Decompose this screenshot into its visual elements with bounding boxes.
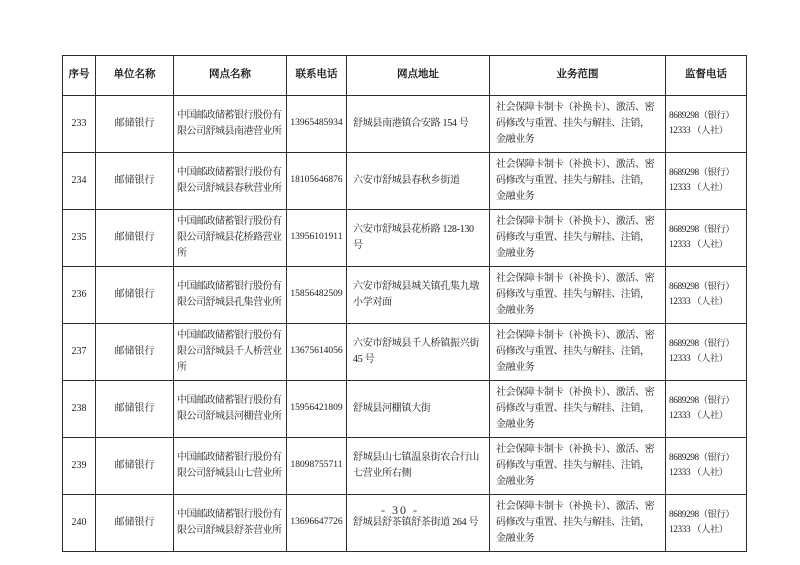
cell-supervision-phone xyxy=(666,153,747,210)
cell-serial-number: 235 xyxy=(63,210,96,267)
cell-serial-number: 237 xyxy=(63,324,96,381)
supervision-social-line: 12333 （人社） xyxy=(669,354,728,364)
cell-unit-name: 邮储银行 xyxy=(96,438,174,495)
cell-business-scope: 社会保障卡制卡（补换卡）、激活、密码修改与重置、挂失与解挂、注销，金融业务 xyxy=(490,267,666,324)
table-row xyxy=(63,381,747,438)
table-row xyxy=(63,267,747,324)
cell-serial-number: 238 xyxy=(63,381,96,438)
cell-contact-phone: 13965485934 xyxy=(287,96,347,153)
table-row xyxy=(63,438,747,495)
col-header-phone: 联系电话 xyxy=(287,56,347,96)
cell-unit-name: 邮储银行 xyxy=(96,96,174,153)
cell-branch-name: 中国邮政储蓄银行股份有限公司舒城县春秋营业所 xyxy=(174,153,287,210)
col-header-address: 网点地址 xyxy=(347,56,490,96)
cell-branch-name: 中国邮政储蓄银行股份有限公司舒城县山七营业所 xyxy=(174,438,287,495)
col-header-supervision: 监督电话 xyxy=(666,56,747,96)
cell-branch-name: 中国邮政储蓄银行股份有限公司舒城县孔集营业所 xyxy=(174,267,287,324)
cell-branch-name: 中国邮政储蓄银行股份有限公司舒城县河棚营业所 xyxy=(174,381,287,438)
supervision-bank-line: 8689298（银行） xyxy=(669,168,735,179)
col-header-unit: 单位名称 xyxy=(96,56,174,96)
cell-contact-phone: 13956101911 xyxy=(287,210,347,267)
cell-serial-number: 234 xyxy=(63,153,96,210)
cell-supervision-phone xyxy=(666,381,747,438)
supervision-social-line: 12333 （人社） xyxy=(669,525,728,535)
col-header-no: 序号 xyxy=(63,56,96,96)
cell-branch-address: 舒城县河棚镇大街 xyxy=(347,381,490,438)
cell-serial-number: 239 xyxy=(63,438,96,495)
cell-unit-name: 邮储银行 xyxy=(96,324,174,381)
supervision-bank-line: 8689298（银行） xyxy=(669,396,735,407)
supervision-bank-line: 8689298（银行） xyxy=(669,282,735,293)
cell-branch-address: 舒城县舒茶镇舒茶街道 264 号 xyxy=(347,495,490,552)
cell-serial-number: 233 xyxy=(63,96,96,153)
cell-business-scope: 社会保障卡制卡（补换卡）、激活、密码修改与重置、挂失与解挂、注销，金融业务 xyxy=(490,210,666,267)
table-row xyxy=(63,96,747,153)
supervision-social-line: 12333 （人社） xyxy=(669,240,728,250)
col-header-scope: 业务范围 xyxy=(490,56,666,96)
cell-business-scope: 社会保障卡制卡（补换卡）、激活、密码修改与重置、挂失与解挂、注销，金融业务 xyxy=(490,495,666,552)
cell-serial-number: 236 xyxy=(63,267,96,324)
cell-branch-address: 六安市舒城县春秋乡街道 xyxy=(347,153,490,210)
table-row xyxy=(63,210,747,267)
cell-unit-name: 邮储银行 xyxy=(96,381,174,438)
supervision-bank-line: 8689298（银行） xyxy=(669,225,735,236)
cell-supervision-phone xyxy=(666,438,747,495)
cell-serial-number: 240 xyxy=(63,495,96,552)
page-number: - 30 - xyxy=(381,503,419,517)
table-row xyxy=(63,324,747,381)
cell-contact-phone: 15856482509 xyxy=(287,267,347,324)
cell-branch-name: 中国邮政储蓄银行股份有限公司舒城县花桥路营业所 xyxy=(174,210,287,267)
cell-supervision-phone xyxy=(666,210,747,267)
supervision-bank-line: 8689298（银行） xyxy=(669,339,735,350)
cell-unit-name: 邮储银行 xyxy=(96,153,174,210)
header-row xyxy=(63,56,747,96)
cell-business-scope: 社会保障卡制卡（补换卡）、激活、密码修改与重置、挂失与解挂、注销，金融业务 xyxy=(490,438,666,495)
supervision-bank-line: 8689298（银行） xyxy=(669,453,735,464)
cell-contact-phone: 13696647726 xyxy=(287,495,347,552)
cell-contact-phone: 18105646876 xyxy=(287,153,347,210)
supervision-social-line: 12333 （人社） xyxy=(669,183,728,193)
cell-contact-phone: 18098755711 xyxy=(287,438,347,495)
cell-unit-name: 邮储银行 xyxy=(96,495,174,552)
cell-branch-address: 六安市舒城县城关镇孔集九墩小学对面 xyxy=(347,267,490,324)
cell-business-scope: 社会保障卡制卡（补换卡）、激活、密码修改与重置、挂失与解挂、注销，金融业务 xyxy=(490,324,666,381)
bank-branch-table xyxy=(62,55,747,552)
supervision-social-line: 12333 （人社） xyxy=(669,468,728,478)
cell-business-scope: 社会保障卡制卡（补换卡）、激活、密码修改与重置、挂失与解挂、注销，金融业务 xyxy=(490,381,666,438)
cell-unit-name: 邮储银行 xyxy=(96,267,174,324)
cell-branch-address: 六安市舒城县千人桥镇振兴街 45 号 xyxy=(347,324,490,381)
cell-unit-name: 邮储银行 xyxy=(96,210,174,267)
cell-branch-name: 中国邮政储蓄银行股份有限公司舒城县千人桥营业所 xyxy=(174,324,287,381)
supervision-social-line: 12333 （人社） xyxy=(669,126,728,136)
cell-branch-address: 舒城县南港镇合安路 154 号 xyxy=(347,96,490,153)
supervision-social-line: 12333 （人社） xyxy=(669,411,728,421)
cell-branch-address: 六安市舒城县花桥路 128-130 号 xyxy=(347,210,490,267)
supervision-bank-line: 8689298（银行） xyxy=(669,510,735,521)
cell-business-scope: 社会保障卡制卡（补换卡）、激活、密码修改与重置、挂失与解挂、注销，金融业务 xyxy=(490,153,666,210)
cell-branch-address: 舒城县山七镇温泉街农合行山七营业所右侧 xyxy=(347,438,490,495)
supervision-social-line: 12333 （人社） xyxy=(669,297,728,307)
cell-business-scope: 社会保障卡制卡（补换卡）、激活、密码修改与重置、挂失与解挂、注销，金融业务 xyxy=(490,96,666,153)
cell-supervision-phone xyxy=(666,96,747,153)
cell-branch-name: 中国邮政储蓄银行股份有限公司舒城县南港营业所 xyxy=(174,96,287,153)
cell-supervision-phone xyxy=(666,267,747,324)
cell-branch-name: 中国邮政储蓄银行股份有限公司舒城县舒茶营业所 xyxy=(174,495,287,552)
cell-supervision-phone xyxy=(666,324,747,381)
col-header-branch: 网点名称 xyxy=(174,56,287,96)
cell-contact-phone: 15956421809 xyxy=(287,381,347,438)
cell-contact-phone: 13675614056 xyxy=(287,324,347,381)
supervision-bank-line: 8689298（银行） xyxy=(669,111,735,122)
table-row xyxy=(63,153,747,210)
